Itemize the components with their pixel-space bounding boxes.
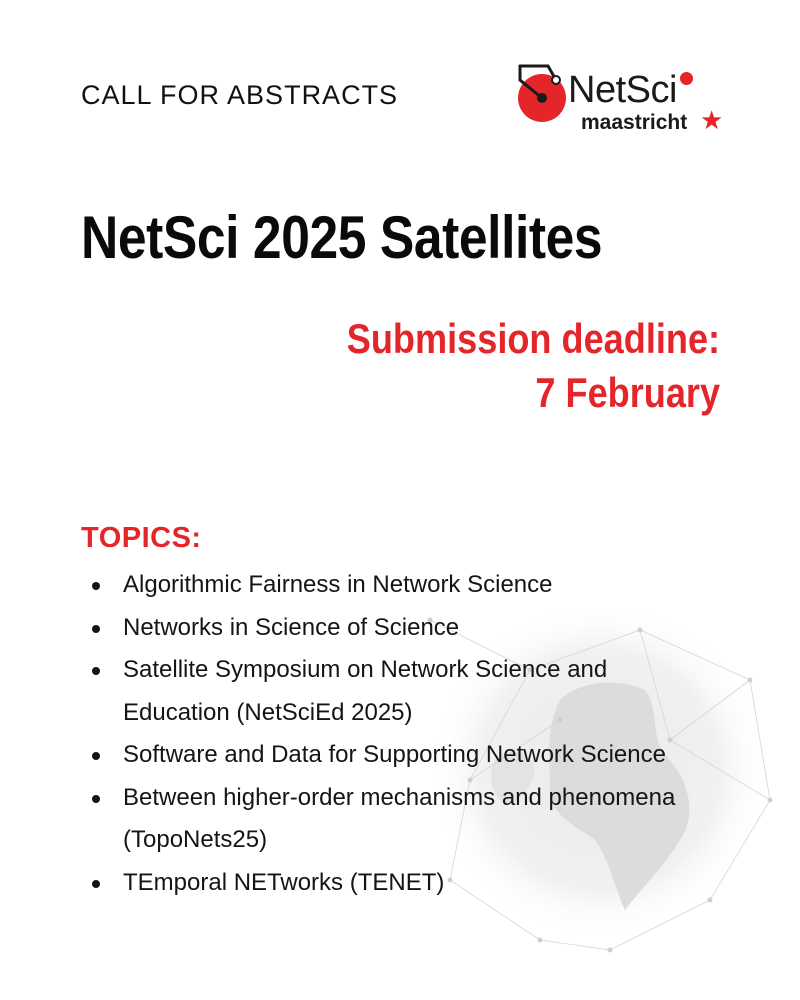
list-item: Algorithmic Fairness in Network Science	[92, 564, 712, 607]
logo-city: maastricht	[581, 111, 688, 134]
netsci-mark-icon	[512, 58, 574, 128]
list-item: Software and Data for Supporting Network Science	[92, 734, 712, 777]
star-icon: ★	[700, 106, 724, 136]
logo-wordmark: NetSci	[568, 69, 677, 111]
list-item: Networks in Science of Science	[92, 607, 712, 650]
topics-heading: TOPICS:	[81, 522, 202, 554]
list-item: TEmporal NETworks (TENET)	[92, 862, 712, 905]
list-item: Satellite Symposium on Network Science and Education (NetSciEd 2025)	[92, 649, 712, 734]
deadline-date: 7 February	[535, 369, 720, 416]
list-item: Between higher-order mechanisms and phenomena (TopoNets25)	[92, 777, 712, 862]
call-for-abstracts-label: CALL FOR ABSTRACTS	[81, 80, 399, 110]
page-title: NetSci 2025 Satellites	[81, 204, 603, 271]
deadline-label: Submission deadline:	[346, 315, 720, 362]
logo-dot-icon	[680, 72, 693, 85]
topics-list	[92, 564, 712, 904]
submission-deadline	[347, 312, 720, 420]
netsci-maastricht-logo	[512, 58, 727, 142]
